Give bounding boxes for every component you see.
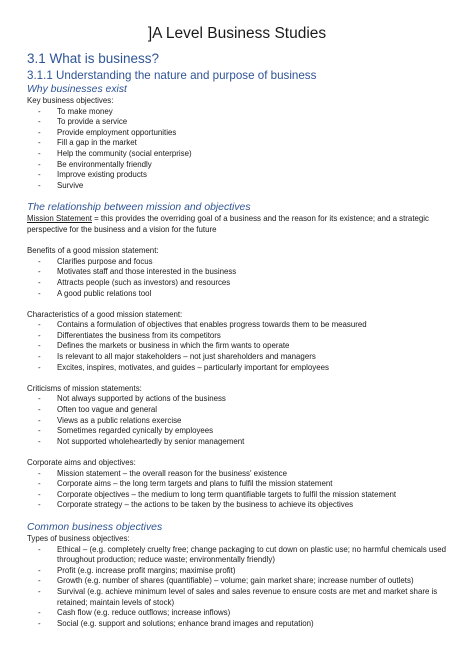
list-item: - Defines the markets or business in which the firm wants to operate bbox=[27, 341, 447, 352]
corporate-aims-list bbox=[27, 469, 447, 511]
mission-statement-term: Mission Statement bbox=[27, 214, 92, 224]
list-item: - Not supported wholeheartedly by senior management bbox=[27, 437, 447, 448]
section-heading: 3.1 What is business? bbox=[27, 51, 160, 66]
list-item: - Excites, inspires, motivates, and guides – particularly important for employees bbox=[27, 363, 447, 374]
list-item: - A good public relations tool bbox=[27, 289, 447, 300]
mission-objectives-heading: The relationship between mission and objectives bbox=[27, 202, 251, 214]
subsection-heading: 3.1.1 Understanding the nature and purpose of business bbox=[27, 69, 317, 82]
list-item: - Improve existing products bbox=[27, 170, 447, 181]
types-of-objectives-intro: Types of business objectives: bbox=[27, 533, 130, 543]
benefits-intro: Benefits of a good mission statement: bbox=[27, 246, 159, 256]
list-item: - Attracts people (such as investors) and resources bbox=[27, 278, 447, 289]
list-item: - To make money bbox=[27, 107, 447, 118]
list-item: - Contains a formulation of objectives that enables progress towards them to be measured bbox=[27, 320, 447, 331]
list-item: - Differentiates the business from its competitors bbox=[27, 331, 447, 342]
why-businesses-exist-heading: Why businesses exist bbox=[27, 84, 127, 95]
key-objectives-intro: Key business objectives: bbox=[27, 96, 114, 105]
list-item: - Cash flow (e.g. reduce outflows; increase inflows) bbox=[27, 608, 447, 619]
criticisms-intro: Criticisms of mission statements: bbox=[27, 383, 142, 393]
benefits-list bbox=[27, 257, 447, 299]
common-objectives-heading: Common business objectives bbox=[27, 521, 163, 533]
list-item: - Not always supported by actions of the business bbox=[27, 394, 447, 405]
list-item: - Fill a gap in the market bbox=[27, 138, 447, 149]
list-item: - Be environmentally friendly bbox=[27, 160, 447, 171]
types-of-objectives-list bbox=[27, 545, 447, 630]
list-item: - Growth (e.g. number of shares (quantifiable) – volume; gain market share; increase number of outlets) bbox=[27, 576, 447, 587]
list-item: - To provide a service bbox=[27, 117, 447, 128]
list-item: - Clarifies purpose and focus bbox=[27, 257, 447, 268]
key-objectives-list bbox=[27, 107, 447, 192]
list-item: - Profit (e.g. increase profit margins; maximise profit) bbox=[27, 566, 447, 577]
list-item: - Help the community (social enterprise) bbox=[27, 149, 447, 160]
list-item: - Survive bbox=[27, 181, 447, 192]
list-item: - Views as a public relations exercise bbox=[27, 416, 447, 427]
list-item: - Provide employment opportunities bbox=[27, 128, 447, 139]
list-item: - Corporate strategy – the actions to be taken by the business to achieve its objectives bbox=[27, 500, 447, 511]
list-item: - Sometimes regarded cynically by employees bbox=[27, 426, 447, 437]
list-item: - Is relevant to all major stakeholders – not just shareholders and managers bbox=[27, 352, 447, 363]
criticisms-list bbox=[27, 394, 447, 447]
list-item: - Mission statement – the overall reason for the business' existence bbox=[27, 469, 447, 480]
list-item: - Often too vague and general bbox=[27, 405, 447, 416]
list-item: - Social (e.g. support and solutions; enhance brand images and reputation) bbox=[27, 619, 447, 630]
list-item: - Survival (e.g. achieve minimum level of sales and sales revenue to ensure costs are met and market share is retained; maintain levels of stock) bbox=[27, 587, 447, 608]
mission-statement-definition bbox=[27, 214, 447, 235]
corporate-aims-intro: Corporate aims and objectives: bbox=[27, 458, 136, 467]
list-item: - Ethical – (e.g. completely cruelty free; change packaging to cut down on plastic use; no harmful chemicals used throughout production; reduce waste; environmentally friendly) bbox=[27, 545, 447, 566]
characteristics-intro: Characteristics of a good mission statement: bbox=[27, 309, 183, 319]
mission-statement-text: = this provides the overriding goal of a business and the reason for its existence; and a strategic perspective for the business and a vision for the future bbox=[27, 214, 429, 234]
list-item: - Corporate objectives – the medium to long term quantifiable targets to fulfil the mission statement bbox=[27, 490, 447, 501]
list-item: - Corporate aims – the long term targets and plans to fulfil the mission statement bbox=[27, 479, 447, 490]
characteristics-list bbox=[27, 320, 447, 373]
list-item: - Motivates staff and those interested in the business bbox=[27, 267, 447, 278]
document-title: ]A Level Business Studies bbox=[147, 25, 327, 42]
